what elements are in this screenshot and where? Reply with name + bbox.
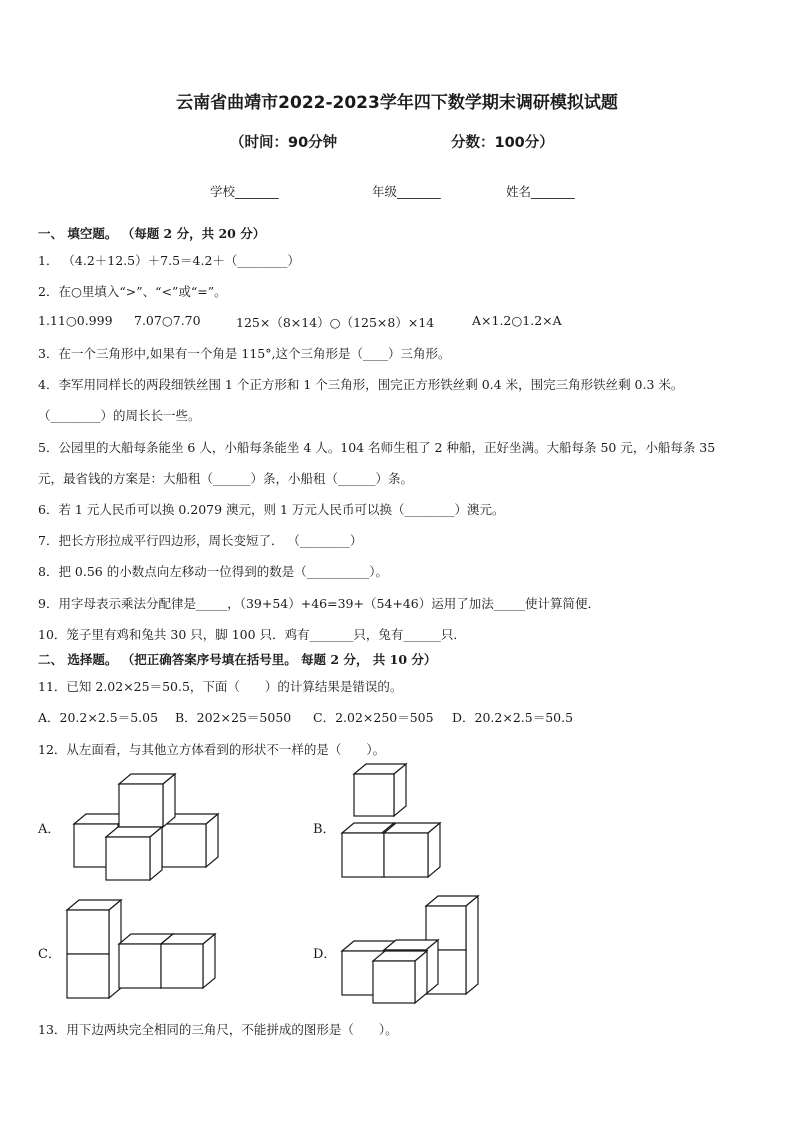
cube — [162, 814, 218, 867]
question-4-line-1: 4．李军用同样长的两段细铁丝围 1 个正方形和 1 个三角形，围完正方形铁丝剩 0.4 米，围完三角形铁丝剩 0.3 米。 — [38, 377, 684, 392]
question-11: 11．已知 2.02×25＝50.5，下面（ ）的计算结果是错误的。 — [38, 679, 403, 694]
cube — [67, 900, 121, 998]
q2-item-2: 7.07○7.70 — [134, 313, 201, 328]
q2-item-4: A×1.2○1.2×A — [472, 313, 562, 328]
question-5-line-2: 元，最省钱的方案是：大船租（______）条，小船租（______）条。 — [38, 471, 414, 486]
q11-option-a: A．20.2×2.5＝5.05 — [38, 710, 159, 725]
q2-item-1: 1.11○0.999 — [38, 313, 113, 328]
cube-figure-c — [60, 898, 220, 1003]
question-1: 1． （4.2＋12.5）＋7.5＝4.2＋（________） — [38, 253, 300, 268]
name-field: 姓名_______ — [506, 184, 575, 199]
question-12: 12．从左面看，与其他立方体看到的形状不一样的是（ ）。 — [38, 742, 386, 757]
question-4-line-2: （________）的周长长一些。 — [38, 408, 201, 423]
question-7: 7．把长方形拉成平行四边形，周长变短了． （________） — [38, 533, 363, 548]
q11-option-d: D．20.2×2.5＝50.5 — [452, 710, 574, 725]
question-8: 8．把 0.56 的小数点向左移动一位得到的数是（__________）。 — [38, 564, 388, 579]
option-a-label: A． — [38, 822, 61, 837]
score-label: 分数：100分） — [451, 135, 554, 151]
question-5-line-1: 5．公园里的大船每条能坐 6 人，小船每条能坐 4 人。104 名师生租了 2 种船，正好坐满。大船每条 50 元，小船每条 35 — [38, 440, 716, 455]
cube — [119, 774, 175, 827]
question-6: 6．若 1 元人民币可以换 0.2079 澳元，则 1 万元人民币可以换（________）澳元。 — [38, 502, 505, 517]
cube-figure-b — [336, 762, 456, 887]
option-b-label: B． — [313, 822, 336, 837]
option-c-label: C． — [38, 947, 61, 962]
section-2-heading: 二、 选择题。 （把正确答案序号填在括号里。 每题 2 分， 共 10 分） — [38, 652, 437, 667]
cube-figure-a — [64, 762, 224, 887]
time-label: （时间：90分钟 — [230, 135, 338, 151]
cube — [161, 934, 215, 988]
q11-option-c: C．2.02×250＝505 — [313, 710, 434, 725]
option-d-label: D． — [313, 947, 337, 962]
cube — [373, 951, 427, 1003]
section-1-heading: 一、 填空题。 （每题 2 分，共 20 分） — [38, 226, 266, 241]
cube — [106, 827, 162, 880]
grade-field: 年级_______ — [372, 184, 441, 199]
question-10: 10．笼子里有鸡和兔共 30 只，脚 100 只．鸡有_______只，兔有______只． — [38, 627, 466, 642]
question-13: 13．用下边两块完全相同的三角尺，不能拼成的图形是（ ）。 — [38, 1022, 398, 1037]
cube — [354, 764, 406, 816]
cube-figure-d — [336, 893, 486, 1005]
question-9: 9．用字母表示乘法分配律是_____，（39+54）+46=39+（54+46）运用了加法_____使计算简便． — [38, 596, 601, 611]
question-3: 3．在一个三角形中,如果有一个角是 115°,这个三角形是（____）三角形。 — [38, 346, 451, 361]
cube — [384, 823, 440, 877]
question-2: 2．在○里填入“>”、“<”或“=”。 — [38, 284, 227, 299]
school-field: 学校_______ — [210, 184, 279, 199]
q2-item-3: 125×（8×14）○（125×8）×14 — [236, 315, 435, 330]
q11-option-b: B．202×25＝5050 — [175, 710, 292, 725]
page-title: 云南省曲靖市2022-2023学年四下数学期末调研模拟试题 — [176, 93, 618, 113]
